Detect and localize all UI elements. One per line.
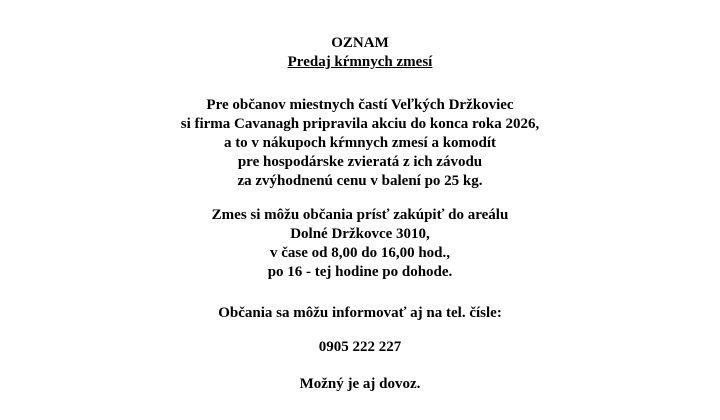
delivery-note: Možný je aj dovoz. xyxy=(299,376,421,392)
paragraph2-line: po 16 - tej hodine po dohode. xyxy=(267,264,453,280)
paragraph2-line: v čase od 8,00 do 16,00 hod., xyxy=(269,245,451,261)
paragraph1-line: si firma Cavanagh pripravila akciu do konca roka 2026, xyxy=(180,116,540,132)
contact-intro: Občania sa môžu informovať aj na tel. čísle: xyxy=(218,305,502,321)
paragraph1-line: a to v nákupoch kŕmnych zmesí a komodít xyxy=(223,135,497,151)
paragraph1-line: Pre občanov miestnych častí Veľkých Držkoviec xyxy=(206,97,514,113)
paragraph2-line: Dolné Držkovce 3010, xyxy=(290,226,430,242)
notice-title: OZNAM xyxy=(331,35,389,51)
paragraph1-line: za zvýhodnenú cenu v balení po 25 kg. xyxy=(237,173,483,189)
notice-subtitle: Predaj kŕmnych zmesí xyxy=(287,54,433,70)
phone-number: 0905 222 227 xyxy=(318,339,402,355)
paragraph1-line: pre hospodárske zvieratá z ich závodu xyxy=(237,154,483,170)
paragraph2-line: Zmes si môžu občania prísť zakúpiť do areálu xyxy=(211,207,509,223)
